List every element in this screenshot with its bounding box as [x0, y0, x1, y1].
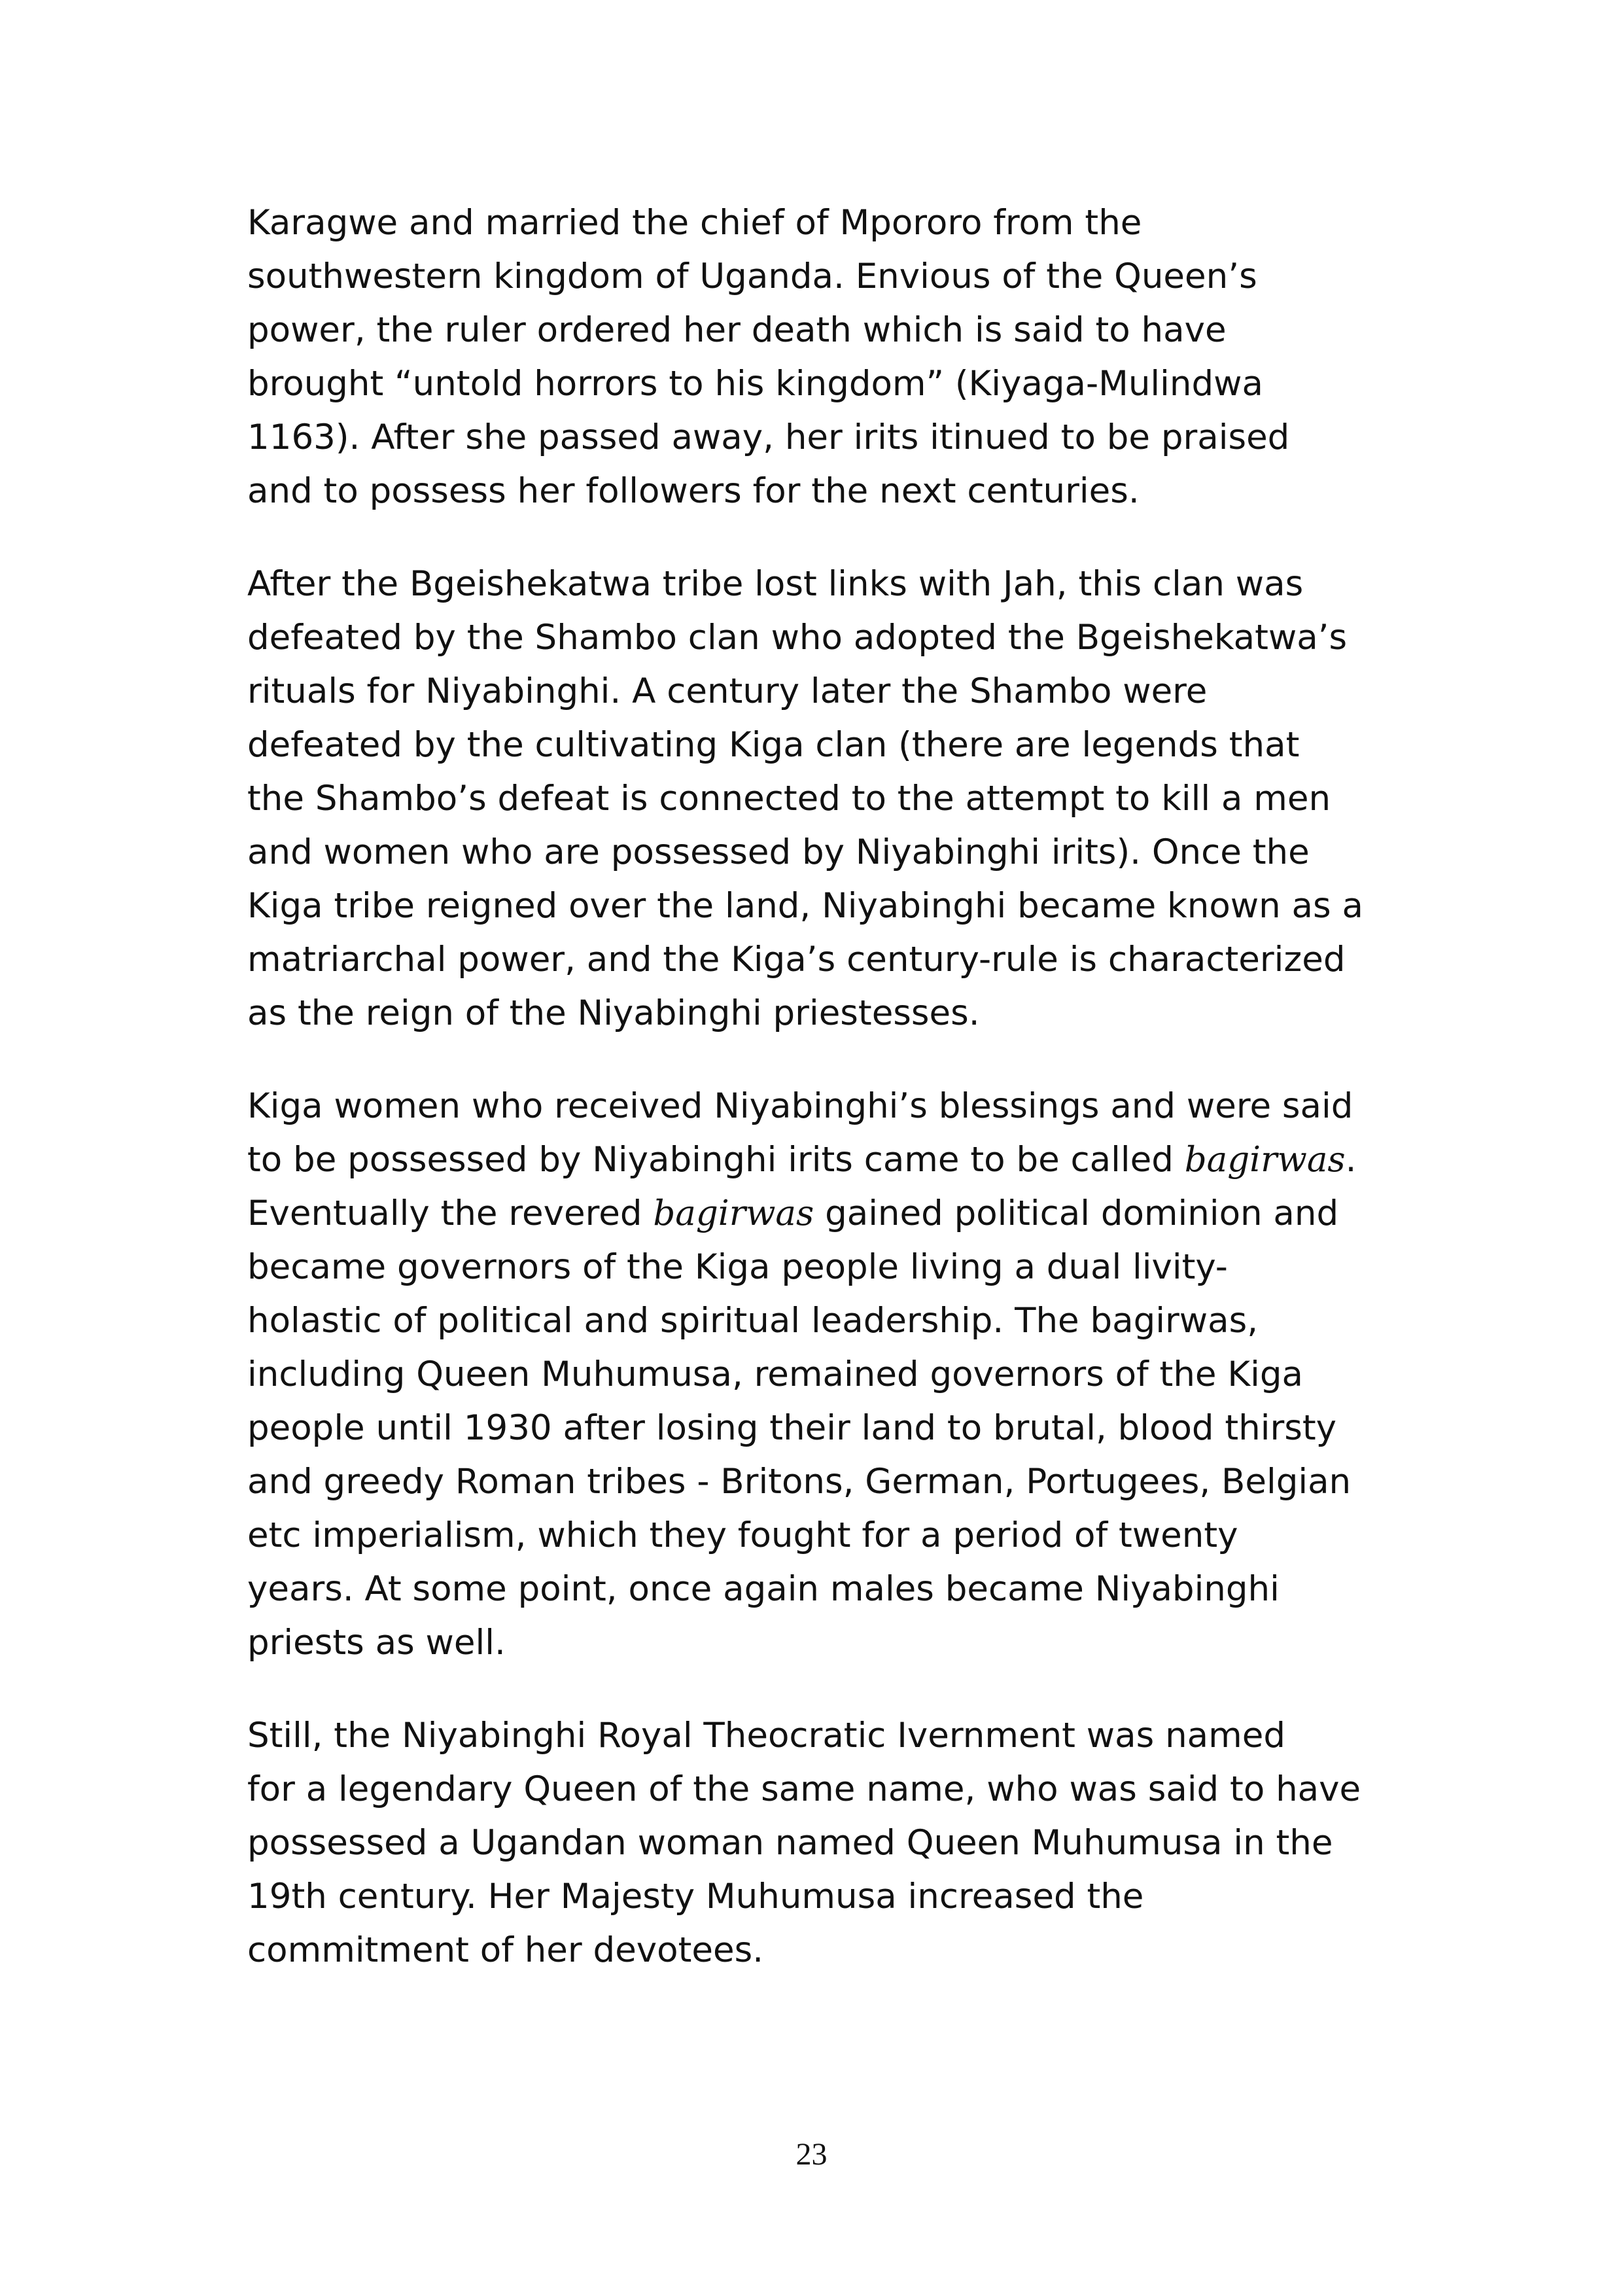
text-line: After the Bgeishekatwa tribe lost links with Jah, this clan was	[247, 564, 1304, 604]
text-segment: .	[1345, 1140, 1357, 1180]
page-number: 23	[795, 2137, 828, 2172]
text-line: priests as well.	[247, 1623, 506, 1663]
text-line: holastic of political and spiritual leadership. The bagirwas,	[247, 1301, 1259, 1341]
text-segment: gained political dominion and	[814, 1193, 1339, 1233]
text-segment: to be possessed by Niyabinghi irits came to be called	[247, 1140, 1185, 1180]
italic-term: bagirwas	[1184, 1140, 1346, 1180]
text-line: etc imperialism, which they fought for a period of twenty	[247, 1515, 1238, 1555]
text-line	[247, 1187, 1405, 1241]
paragraph	[247, 196, 1405, 518]
text-line: years. At some point, once again males became Niyabinghi	[247, 1569, 1280, 1609]
text-line: the Shambo’s defeat is connected to the attempt to kill a men	[247, 779, 1331, 819]
text-line: as the reign of the Niyabinghi priestesses.	[247, 993, 980, 1033]
text-line: defeated by the cultivating Kiga clan (there are legends that	[247, 725, 1300, 765]
text-line: rituals for Niyabinghi. A century later the Shambo were	[247, 671, 1208, 711]
text-line: Karagwe and married the chief of Mpororo from the	[247, 203, 1142, 243]
text-line: including Queen Muhumusa, remained governors of the Kiga	[247, 1354, 1303, 1394]
text-line: southwestern kingdom of Uganda. Envious of the Queen’s	[247, 256, 1257, 296]
text-line: possessed a Ugandan woman named Queen Muhumusa in the	[247, 1823, 1333, 1863]
text-line: became governors of the Kiga people living a dual livity-	[247, 1247, 1228, 1287]
text-line: and greedy Roman tribes - Britons, German, Portugees, Belgian	[247, 1462, 1352, 1502]
text-line	[247, 1133, 1405, 1187]
text-line: Kiga tribe reigned over the land, Niyabinghi became known as a	[247, 886, 1363, 926]
paragraph	[247, 557, 1405, 1040]
text-line: 1163). After she passed away, her irits itinued to be praised	[247, 417, 1290, 457]
text-line: and women who are possessed by Niyabinghi irits). Once the	[247, 832, 1310, 872]
text-line: defeated by the Shambo clan who adopted the Bgeishekatwa’s	[247, 618, 1348, 658]
text-line: brought “untold horrors to his kingdom” (Kiyaga-Mulindwa	[247, 364, 1263, 404]
text-line: 19th century. Her Majesty Muhumusa increased the	[247, 1877, 1144, 1916]
text-line: Still, the Niyabinghi Royal Theocratic Ivernment was named	[247, 1716, 1286, 1756]
text-line: for a legendary Queen of the same name, who was said to have	[247, 1769, 1361, 1809]
text-line: people until 1930 after losing their land to brutal, blood thirsty	[247, 1408, 1337, 1448]
text-line: matriarchal power, and the Kiga’s century-rule is characterized	[247, 940, 1346, 980]
italic-term: bagirwas	[653, 1193, 814, 1233]
text-line: Kiga women who received Niyabinghi’s blessings and were said	[247, 1086, 1353, 1126]
text-line: and to possess her followers for the next centuries.	[247, 471, 1140, 511]
paragraph	[247, 1709, 1405, 1977]
text-line: power, the ruler ordered her death which is said to have	[247, 310, 1227, 350]
paragraph	[247, 1080, 1405, 1670]
body-text	[247, 196, 1405, 1977]
text-segment: Eventually the revered	[247, 1193, 654, 1233]
text-line: commitment of her devotees.	[247, 1930, 764, 1970]
